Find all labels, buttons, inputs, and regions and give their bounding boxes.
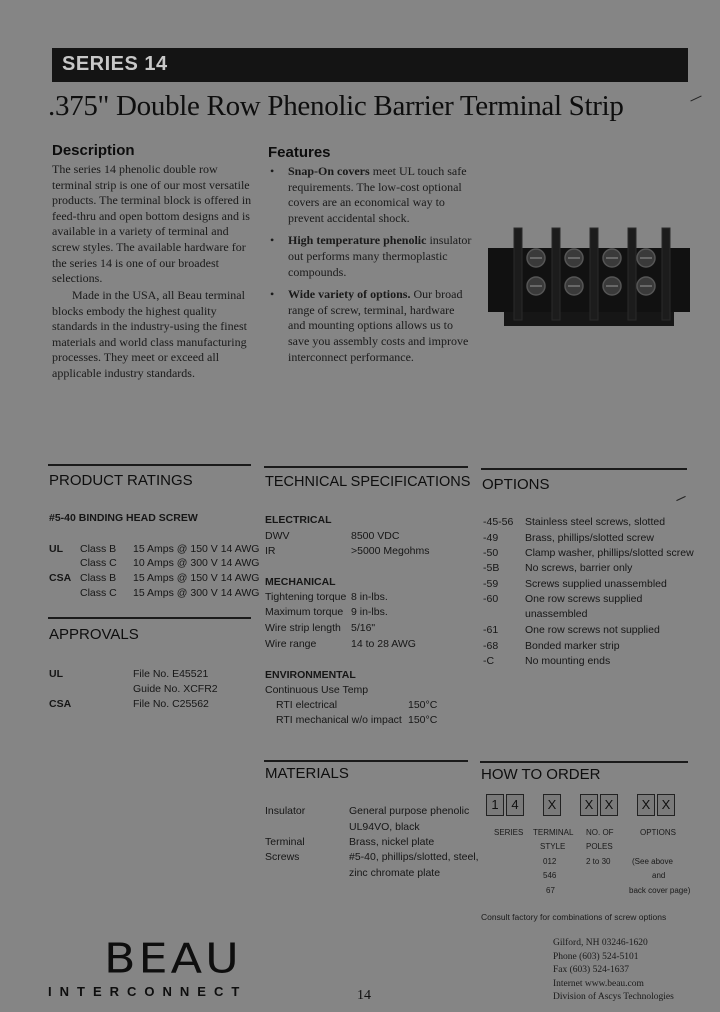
option-row <box>483 608 587 620</box>
order-label-terminal: TERMINAL <box>533 828 574 837</box>
approval-agency: CSA <box>49 698 72 710</box>
spec-row <box>265 606 388 618</box>
approval-text: File No. C25562 <box>133 698 209 710</box>
spec-row <box>276 699 437 711</box>
approval-text: File No. E45521 <box>133 668 209 680</box>
order-options-value: back cover page) <box>629 886 691 895</box>
contact-line: Fax (603) 524-1637 <box>553 965 629 975</box>
material-row <box>265 805 469 817</box>
tech-heading: TECHNICAL SPECIFICATIONS <box>265 474 471 490</box>
order-box: X <box>657 794 675 816</box>
feature-item-text: insulator out performs many thermoplastic compounds. <box>288 233 472 279</box>
option-code: -49 <box>483 532 499 544</box>
option-row <box>483 624 660 636</box>
environmental-label: ENVIRONMENTAL <box>265 669 356 681</box>
option-row <box>483 640 620 652</box>
option-text: Stainless steel screws, slotted <box>525 516 666 528</box>
options-rule <box>481 468 687 470</box>
rating-value: 10 Amps @ 300 V 14 AWG <box>133 557 260 569</box>
order-label-options: OPTIONS <box>640 828 677 837</box>
option-text: Brass, phillips/slotted screw <box>525 532 654 544</box>
material-key: Screws <box>265 851 300 863</box>
description-paragraph-1: The series 14 phenolic double row terminal strip is one of our most versatile products. The terminal block is offered in feed-thru and open bottom designs and is available in a variety of terminal and screw styles. The available hardware for the series 14 is one of our broadest selections. <box>52 162 252 286</box>
option-text: No mounting ends <box>525 655 611 667</box>
ratings-heading: PRODUCT RATINGS <box>49 472 193 489</box>
order-box: 4 <box>506 794 524 816</box>
spec-value: 8500 VDC <box>351 530 400 542</box>
terminal-strip-photo <box>486 224 694 334</box>
option-text: One row screws supplied <box>525 593 643 605</box>
option-code: -45-56 <box>483 516 514 528</box>
order-terminal-value: 67 <box>546 886 555 895</box>
spec-value: >5000 Megohms <box>351 545 430 557</box>
order-box: X <box>637 794 655 816</box>
spec-key: RTI electrical <box>276 699 338 711</box>
feature-item-text: meet UL touch safe requirements. The low-cost optional covers are an economical way to prevent accidental shock. <box>288 164 467 225</box>
option-row <box>483 532 654 544</box>
corner-mark <box>690 96 701 102</box>
contact-line: Gilford, NH 03246-1620 <box>553 938 648 948</box>
approvals-heading: APPROVALS <box>49 626 139 643</box>
description-heading: Description <box>52 142 135 159</box>
ratings-rule <box>48 464 251 466</box>
env-line: Continuous Use Temp <box>265 684 369 696</box>
rating-value: 15 Amps @ 150 V 14 AWG <box>133 572 260 584</box>
spec-row <box>265 591 388 603</box>
order-options-value: (See above <box>632 857 673 866</box>
order-terminal-value: 012 <box>543 857 557 866</box>
approval-row <box>49 668 208 680</box>
option-code: -61 <box>483 624 499 636</box>
option-row <box>483 578 667 590</box>
material-row <box>265 867 440 879</box>
feature-item <box>266 164 472 226</box>
series-label: SERIES 14 <box>62 53 168 75</box>
order-footnote: Consult factory for combinations of screw options <box>481 912 667 922</box>
material-row <box>265 836 434 848</box>
order-box: X <box>580 794 598 816</box>
material-value: #5-40, phillips/slotted, steel, <box>349 851 479 863</box>
mechanical-label: MECHANICAL <box>265 576 336 588</box>
features-list <box>266 164 472 372</box>
option-row <box>483 547 694 559</box>
spec-value: 9 in-lbs. <box>351 606 388 618</box>
option-row <box>483 593 642 605</box>
spec-key: Tightening torque <box>265 591 347 603</box>
materials-rule <box>264 760 468 762</box>
rating-class: Class B <box>80 543 117 555</box>
option-text: Bonded marker strip <box>525 640 620 652</box>
material-key: Terminal <box>265 836 305 848</box>
rating-class: Class C <box>80 587 117 599</box>
electrical-label: ELECTRICAL <box>265 514 332 526</box>
contact-line: Division of Ascys Technologies <box>553 992 674 1002</box>
material-value: UL94VO, black <box>349 821 420 833</box>
rating-value: 15 Amps @ 300 V 14 AWG <box>133 587 260 599</box>
spec-key: RTI mechanical w/o impact <box>276 714 402 726</box>
order-label-poles: NO. OF <box>586 828 614 837</box>
spec-value: 150°C <box>408 714 438 726</box>
option-code: -C <box>483 655 495 667</box>
option-code: -68 <box>483 640 499 652</box>
option-code: -60 <box>483 593 499 605</box>
order-box: 1 <box>486 794 504 816</box>
description-paragraph-2: Made in the USA, all Beau terminal blocks embody the highest quality standards in the industry-using the finest materials and world class manufacturing processes. They meet or exceed all applicable industry standards. <box>52 288 247 380</box>
option-code: -59 <box>483 578 499 590</box>
rating-row <box>49 543 259 555</box>
material-row <box>265 821 420 833</box>
contact-block <box>553 937 674 1005</box>
spec-row <box>265 545 430 557</box>
tech-rule <box>264 466 468 468</box>
rating-value: 15 Amps @ 150 V 14 AWG <box>133 543 260 555</box>
rating-row <box>49 572 259 584</box>
spec-key: Wire strip length <box>265 622 341 634</box>
order-label-poles-2: POLES <box>586 842 613 851</box>
feature-item-text: Our broad range of screw, terminal, hardware and mounting options allows us to save you assembly costs and improve interconnect performance. <box>288 287 469 364</box>
option-code: -5B <box>483 562 500 574</box>
spec-value: 8 in-lbs. <box>351 591 388 603</box>
spec-row <box>265 530 399 542</box>
page-title: .375" Double Row Phenolic Barrier Terminal Strip <box>48 90 624 122</box>
feature-item-bold: Snap-On covers <box>288 164 370 178</box>
options-heading: OPTIONS <box>482 476 550 493</box>
feature-item <box>266 287 472 365</box>
order-box: X <box>600 794 618 816</box>
ratings-subheading: #5-40 BINDING HEAD SCREW <box>49 512 198 524</box>
corner-mark <box>676 496 685 501</box>
order-options-value: and <box>652 871 666 880</box>
order-poles-value: 2 to 30 <box>586 857 611 866</box>
rating-class: Class C <box>80 557 117 569</box>
order-terminal-value: 546 <box>543 871 557 880</box>
logo-subtitle: INTERCONNECT <box>48 984 248 999</box>
material-value: Brass, nickel plate <box>349 836 435 848</box>
feature-item-bold: High temperature phenolic <box>288 233 427 248</box>
option-row <box>483 655 610 667</box>
option-text: One row screws not supplied <box>525 624 660 636</box>
contact-line: Phone (603) 524-5101 <box>553 951 639 962</box>
option-text: Clamp washer, phillips/slotted screw <box>525 547 694 559</box>
spec-value: 14 to 28 AWG <box>351 638 416 650</box>
spec-key: DWV <box>265 530 290 542</box>
spec-key: IR <box>265 545 276 557</box>
material-key: Insulator <box>265 805 306 817</box>
spec-row <box>265 638 416 650</box>
spec-value: 5/16" <box>351 622 376 634</box>
option-text: unassembled <box>525 608 588 620</box>
contact-line: Internet www.beau.com <box>553 978 644 989</box>
beau-logo: BEAU <box>104 934 242 983</box>
approval-agency: UL <box>49 668 63 680</box>
page-number: 14 <box>357 988 371 1003</box>
materials-heading: MATERIALS <box>265 765 349 782</box>
series-header-bar <box>52 48 688 82</box>
order-heading: HOW TO ORDER <box>481 766 601 783</box>
rating-row <box>49 587 259 599</box>
spec-row <box>276 714 437 726</box>
order-label-terminal-2: STYLE <box>540 842 566 851</box>
spec-value: 150°C <box>408 699 438 711</box>
option-code: -50 <box>483 547 499 559</box>
material-row <box>265 851 479 863</box>
option-row <box>483 516 665 528</box>
rating-row <box>49 557 259 569</box>
option-row <box>483 562 632 574</box>
order-rule <box>480 761 688 763</box>
spec-row <box>265 622 375 634</box>
rating-agency: CSA <box>49 572 72 584</box>
features-heading: Features <box>268 144 331 161</box>
order-label-series: SERIES <box>494 828 524 837</box>
rating-class: Class B <box>80 572 117 584</box>
option-text: No screws, barrier only <box>525 562 633 574</box>
spec-key: Maximum torque <box>265 606 344 618</box>
rating-agency: UL <box>49 543 63 555</box>
spec-key: Wire range <box>265 638 317 650</box>
approval-text: Guide No. XCFR2 <box>133 683 218 695</box>
option-text: Screws supplied unassembled <box>525 578 667 590</box>
material-value: zinc chromate plate <box>349 867 441 879</box>
material-value: General purpose phenolic <box>349 805 470 817</box>
feature-item <box>266 233 472 280</box>
feature-item-bold: Wide variety of options. <box>288 287 411 302</box>
approval-row <box>49 683 218 695</box>
order-box: X <box>543 794 561 816</box>
approvals-rule <box>48 617 251 619</box>
approval-row <box>49 698 209 710</box>
